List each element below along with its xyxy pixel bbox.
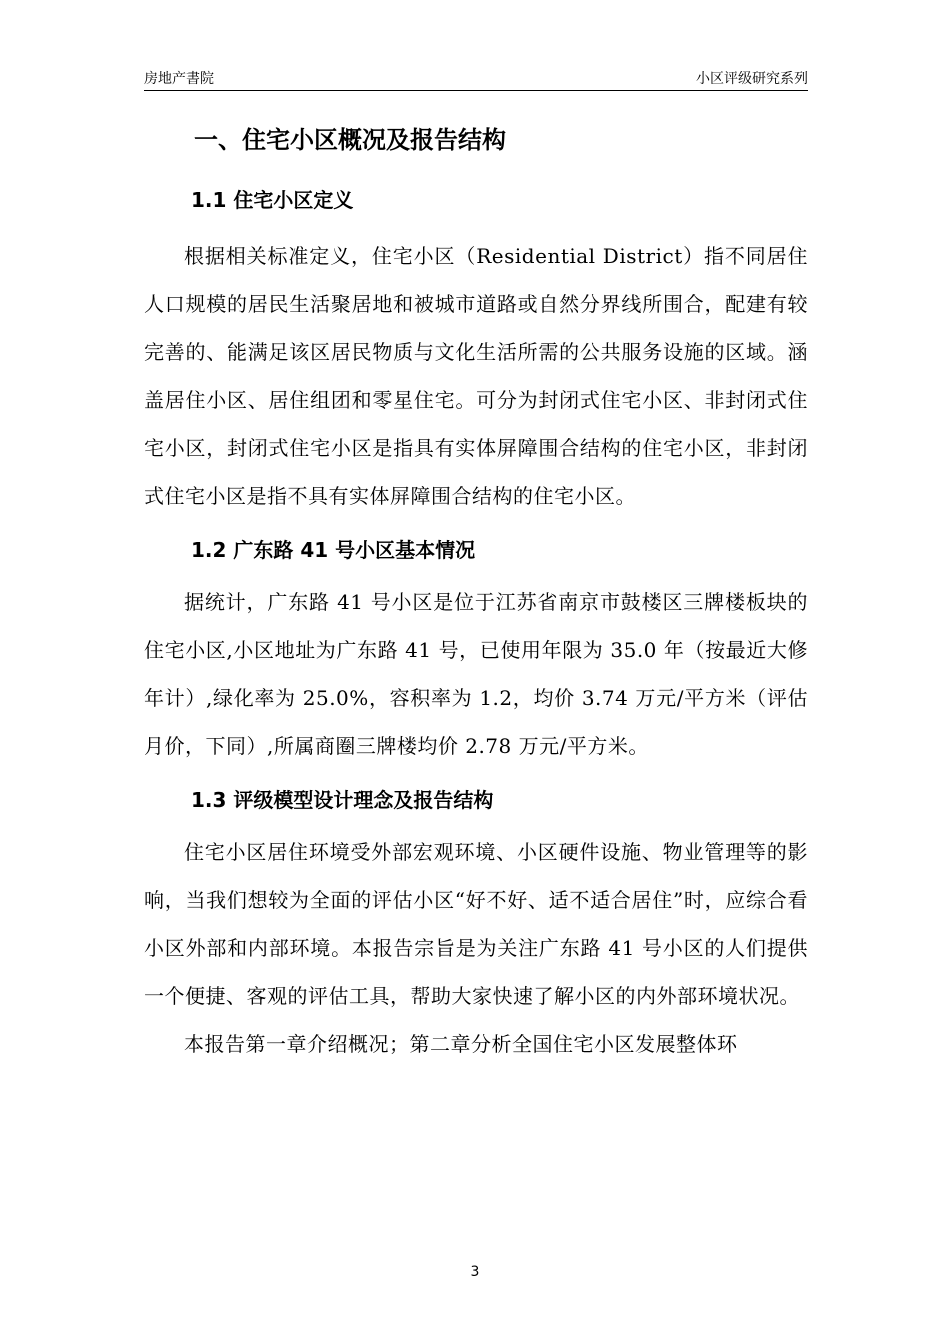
page-content [144,112,808,1068]
page-number: 3 [470,1264,480,1280]
section-1-1-paragraph: 根据相关标准定义，住宅小区（Residential District）指不同居住人口规模的居民生活聚居地和被城市道路或自然分界线所围合，配建有较完善的、能满足该区居民物质与文化生活所需的公共服务设施的区域。涵盖居住小区、居住组团和零星住宅。可分为封闭式住宅小区、非封闭式住宅小区，封闭式住宅小区是指具有实体屏障围合结构的住宅小区，非封闭式住宅小区是指不具有实体屏障围合结构的住宅小区。 [144,244,808,508]
page-header [144,66,808,91]
section-heading-1-1: 1.1 住宅小区定义 [191,188,354,212]
section-heading-1-2: 1.2 广东路 41 号小区基本情况 [191,538,476,562]
section-1-3-paragraph-2: 本报告第一章介绍概况；第二章分析全国住宅小区发展整体环 [184,1032,738,1056]
section-1-2-paragraph: 据统计，广东路 41 号小区是位于江苏省南京市鼓楼区三牌楼板块的住宅小区,小区地址为广东路 41 号，已使用年限为 35.0 年（按最近大修年计）,绿化率为 25.0%，容积率为 1.2，均价 3.74 万元/平方米（评估月价，下同）,所属商圈三牌楼均价 2.78 万元/平方米。 [144,590,808,758]
header-series-title: 小区评级研究系列 [696,71,808,87]
section-heading-1-3: 1.3 评级模型设计理念及报告结构 [191,788,494,812]
chapter-title: 一、住宅小区概况及报告结构 [194,126,506,154]
header-publisher: 房地产書院 [144,71,214,87]
section-1-3-paragraph-1: 住宅小区居住环境受外部宏观环境、小区硬件设施、物业管理等的影响，当我们想较为全面的评估小区“好不好、适不适合居住”时，应综合看小区外部和内部环境。本报告宗旨是为关注广东路 41 号小区的人们提供一个便捷、客观的评估工具，帮助大家快速了解小区的内外部环境状况。 [144,840,808,1008]
